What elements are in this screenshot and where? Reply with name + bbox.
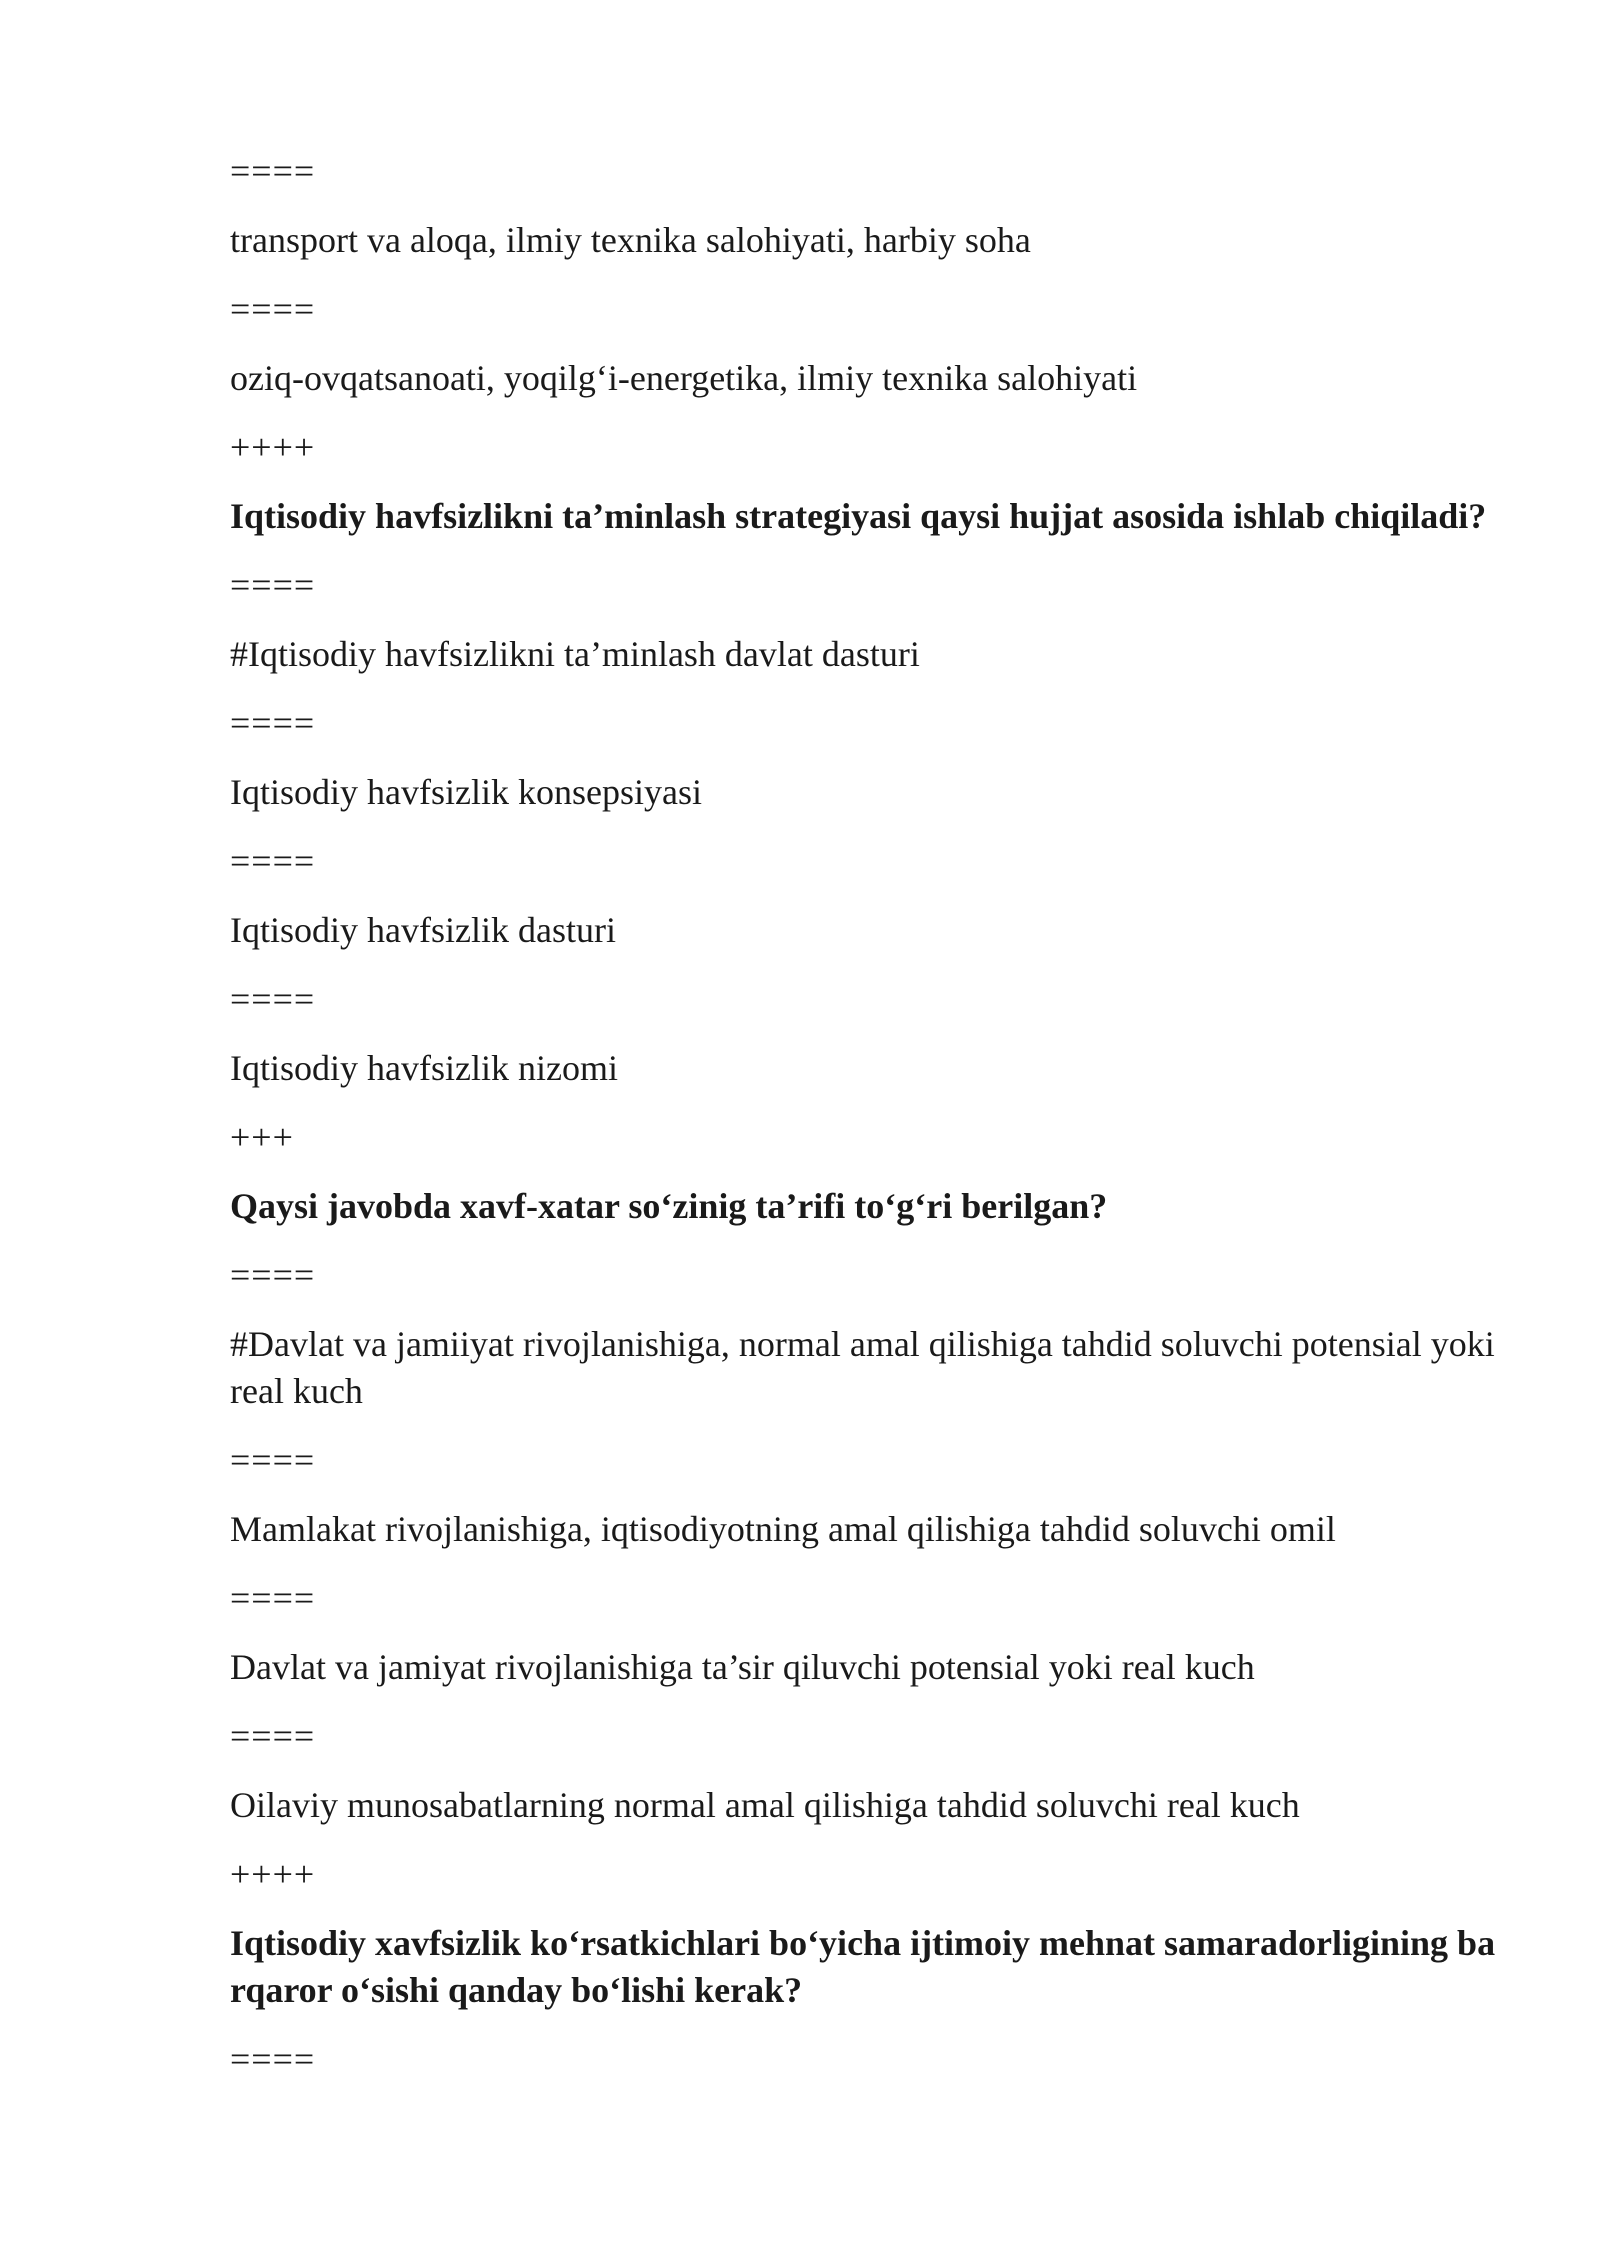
- question-text: Iqtisodiy havfsizlikni ta’minlash strategiyasi qaysi hujjat asosida ishlab chiqiladi?: [230, 496, 1487, 536]
- separator: ====: [230, 289, 316, 329]
- question-text: Qaysi javobda xavf-xatar soʻzinig ta’rifi toʻgʻri berilgan?: [230, 1186, 1108, 1226]
- separator: ====: [230, 841, 316, 881]
- separator: ====: [230, 979, 316, 1019]
- separator: ====: [230, 151, 316, 191]
- document-page: [230, 148, 1500, 2105]
- separator: ====: [230, 703, 316, 743]
- answer-option: Iqtisodiy havfsizlik dasturi: [230, 910, 616, 950]
- answer-option: Oilaviy munosabatlarning normal amal qilishiga tahdid soluvchi real kuch: [230, 1785, 1300, 1825]
- correct-answer-option: #Davlat va jamiiyat rivojlanishiga, normal amal qilishiga tahdid soluvchi potensial yoki real kuch: [230, 1324, 1495, 1411]
- separator: ====: [230, 1440, 316, 1480]
- question-text: Iqtisodiy xavfsizlik koʻrsatkichlari boʻyicha ijtimoiy mehnat samaradorligining barqaror oʻsishi qanday boʻlishi kerak?: [230, 1923, 1496, 2010]
- answer-option: Iqtisodiy havfsizlik nizomi: [230, 1048, 618, 1088]
- separator: ====: [230, 1255, 316, 1295]
- separator: ====: [230, 565, 316, 605]
- separator: ====: [230, 2039, 316, 2079]
- separator: ====: [230, 1716, 316, 1756]
- correct-answer-option: #Iqtisodiy havfsizlikni ta’minlash davlat dasturi: [230, 634, 920, 674]
- question-separator: ++++: [230, 1854, 316, 1894]
- answer-option: Iqtisodiy havfsizlik konsepsiyasi: [230, 772, 702, 812]
- answer-option: transport va aloqa, ilmiy texnika salohiyati, harbiy soha: [230, 220, 1031, 260]
- question-separator: ++++: [230, 427, 316, 467]
- answer-option: Davlat va jamiyat rivojlanishiga ta’sir qiluvchi potensial yoki real kuch: [230, 1647, 1255, 1687]
- answer-option: oziq-ovqatsanoati, yoqilgʻi-energetika, ilmiy texnika salohiyati: [230, 358, 1138, 398]
- question-separator: +++: [230, 1117, 294, 1157]
- answer-option: Mamlakat rivojlanishiga, iqtisodiyotning amal qilishiga tahdid soluvchi omil: [230, 1509, 1336, 1549]
- separator: ====: [230, 1578, 316, 1618]
